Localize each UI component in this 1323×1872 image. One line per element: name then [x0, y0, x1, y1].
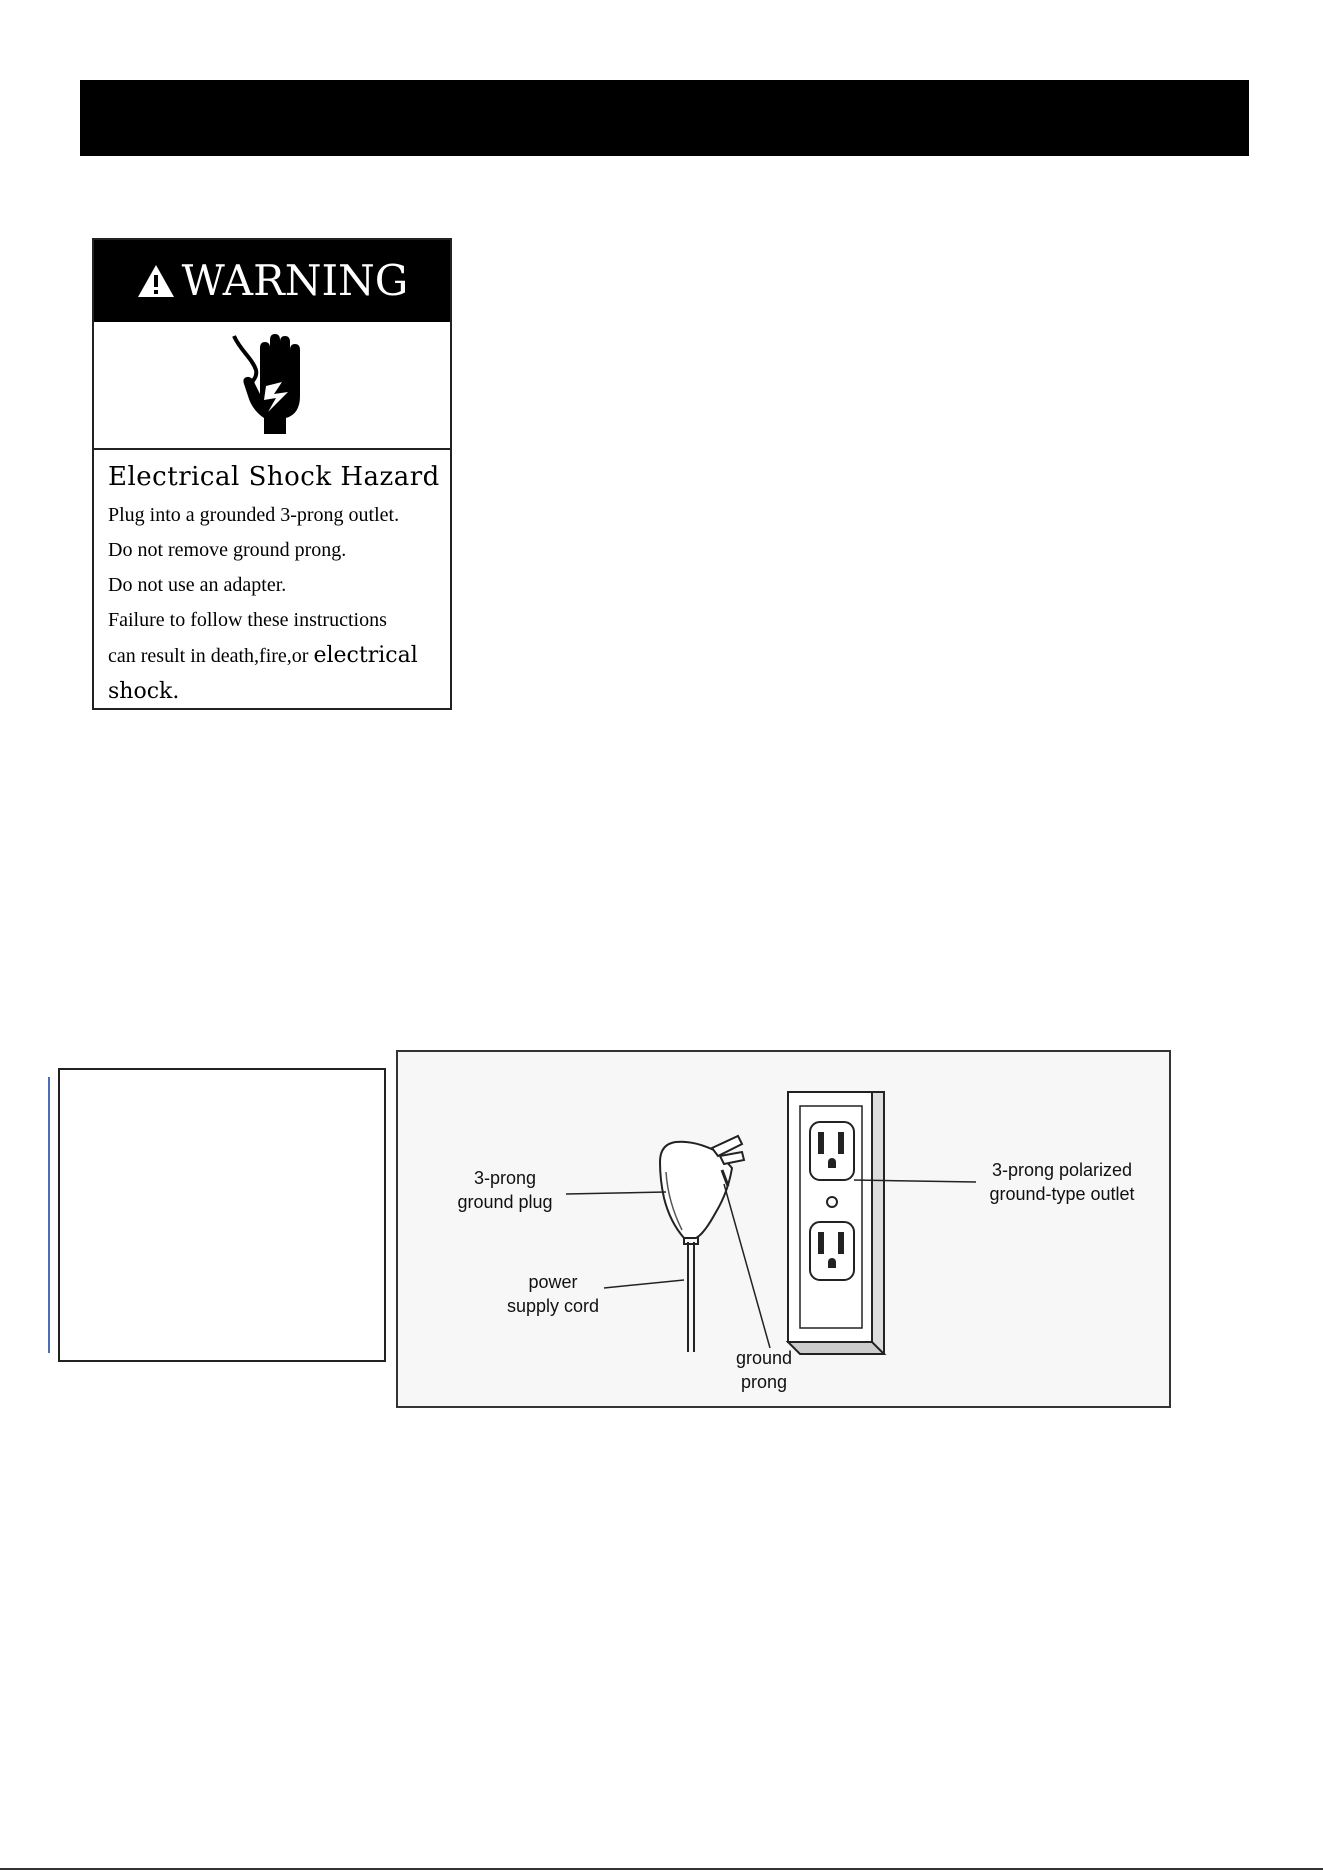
bottom-rule [0, 1868, 1323, 1870]
warning-label [92, 238, 452, 710]
warning-title: Electrical Shock Hazard [108, 462, 440, 492]
plug-label-line-2: ground plug [457, 1192, 553, 1212]
warning-body [108, 462, 442, 709]
warning-line-2: Do not remove ground prong. [108, 539, 347, 561]
warning-line-5 [108, 638, 442, 674]
cord-label-line-2: supply cord [506, 1296, 600, 1316]
prong-label-line-2: prong [740, 1372, 788, 1392]
warning-line-3: Do not use an adapter. [108, 574, 287, 596]
shock-pictogram [94, 322, 450, 450]
warning-line-1: Plug into a grounded 3-prong outlet. [108, 504, 400, 526]
outlet-label [972, 1158, 1152, 1206]
electric-shock-hand-icon [222, 330, 322, 440]
outlet-label-line-2: ground-type outlet [989, 1184, 1135, 1204]
prong-label [704, 1346, 824, 1394]
warning-line-6: shock. [108, 679, 180, 704]
margin-rule [48, 1077, 50, 1353]
blank-frame [58, 1068, 386, 1362]
warning-heading: WARNING [181, 256, 409, 305]
warning-triangle-icon [136, 263, 176, 299]
prong-label-line-1: ground [735, 1348, 793, 1368]
plug-label-line-1: 3-prong [473, 1168, 537, 1188]
outlet-label-line-1: 3-prong polarized [991, 1160, 1133, 1180]
cord-label [478, 1270, 628, 1318]
warning-line-5-emph: electrical [313, 643, 418, 668]
page-header-bar [80, 80, 1249, 156]
warning-line-4: Failure to follow these instructions [108, 609, 387, 631]
warning-header [94, 240, 450, 322]
plug-label [430, 1166, 580, 1214]
warning-line-5-text: can result in death,fire,or [108, 645, 309, 667]
cord-label-line-1: power [528, 1272, 578, 1292]
grounding-diagram [396, 1050, 1171, 1408]
